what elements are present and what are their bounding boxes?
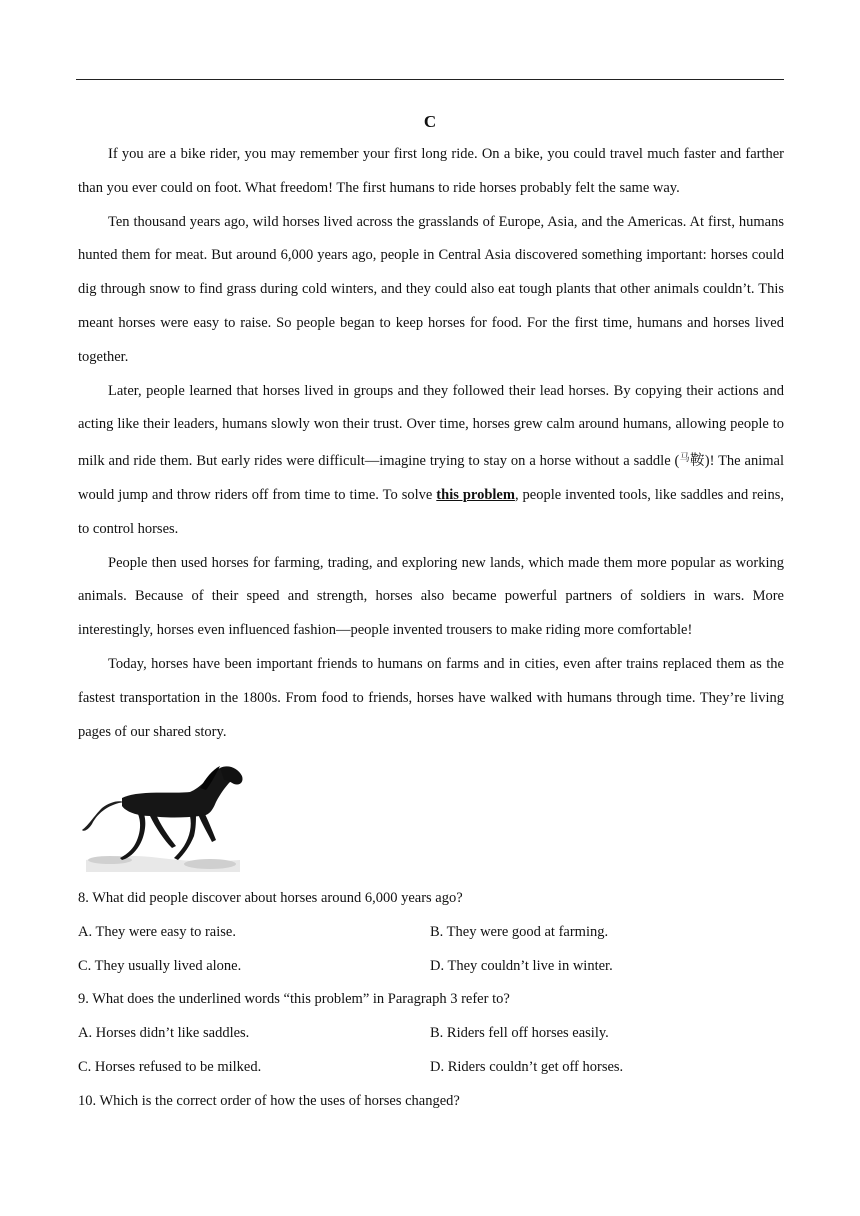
question-9-stem: 9. What does the underlined words “this problem” in Paragraph 3 refer to? xyxy=(78,991,510,1008)
question-9-option-a[interactable]: A. Horses didn’t like saddles. xyxy=(78,1025,250,1042)
question-9-option-c[interactable]: C. Horses refused to be milked. xyxy=(78,1058,262,1075)
question-8-option-d[interactable]: D. They couldn’t live in winter. xyxy=(430,957,613,974)
question-9-option-b[interactable]: B. Riders fell off horses easily. xyxy=(430,1025,609,1042)
section-title: C xyxy=(423,112,437,131)
question-9-options-row-1 xyxy=(78,1017,784,1051)
paragraph-3-text-a: Later, people learned that horses lived in groups and they followed their lead horses. By copying their actions and acting like their leaders, humans slowly won their trust. Over time, horses grew calm around humans, allowing people to milk and ride them. But early rides were difficult—imagine trying to stay on a horse without a saddle ( xyxy=(78,382,784,470)
question-10-stem: 10. Which is the correct order of how the uses of horses changed? xyxy=(78,1092,460,1109)
paragraph-1: If you are a bike rider, you may remember your first long ride. On a bike, you could travel much faster and farther than you ever could on foot. What freedom! The first humans to ride horses probably felt the same way. xyxy=(78,146,784,196)
question-8-option-b[interactable]: B. They were good at farming. xyxy=(430,923,609,940)
gloss-small: 马 xyxy=(679,453,690,465)
question-8-options-row-2 xyxy=(78,950,784,984)
paragraph-4: People then used horses for farming, trading, and exploring new lands, which made them more popular as working animals. Because of their speed and strength, horses also became powerful partners of soldiers in wars. More interestingly, horses even influenced fashion—people invented trousers to make riding more comfortable! xyxy=(78,554,784,639)
question-9-option-d[interactable]: D. Riders couldn’t get off horses. xyxy=(430,1058,624,1075)
paragraph-3-text-c: , people invented tools, like saddles and reins, to control horses. xyxy=(78,486,784,537)
galloping-horse-image xyxy=(80,760,246,876)
question-9-options-row-2 xyxy=(78,1051,784,1085)
gloss: 鞍 xyxy=(689,453,705,470)
reading-passage xyxy=(78,138,784,749)
paragraph-5: Today, horses have been important friends to humans on farms and in cities, even after trains replaced them as the fastest transportation in the 1800s. From food to friends, horses have walked with humans through time. They’re living pages of our shared story. xyxy=(78,655,784,740)
questions xyxy=(78,882,784,1119)
question-8-option-a[interactable]: A. They were easy to raise. xyxy=(78,923,236,940)
question-8-stem: 8. What did people discover about horses around 6,000 years ago? xyxy=(78,890,463,906)
paragraph-3 xyxy=(78,375,784,547)
paragraph-3-text-b: )! The animal would jump and throw riders off from time to time. To solve xyxy=(78,453,784,503)
underlined-phrase: this problem xyxy=(436,486,515,503)
paragraph-2: Ten thousand years ago, wild horses lived across the grasslands of Europe, Asia, and the Americas. At first, humans hunted them for meat. But around 6,000 years ago, people in Central Asia discovered something important: horses could dig through snow to find grass during cold winters, and they could also eat tough plants that other animals couldn’t. This meant horses were easy to raise. So people began to keep horses for food. For the first time, humans and horses lived together. xyxy=(78,213,784,365)
question-8-option-c[interactable]: C. They usually lived alone. xyxy=(78,957,242,974)
question-8-options-row-1 xyxy=(78,916,784,950)
header-rule xyxy=(76,79,784,80)
